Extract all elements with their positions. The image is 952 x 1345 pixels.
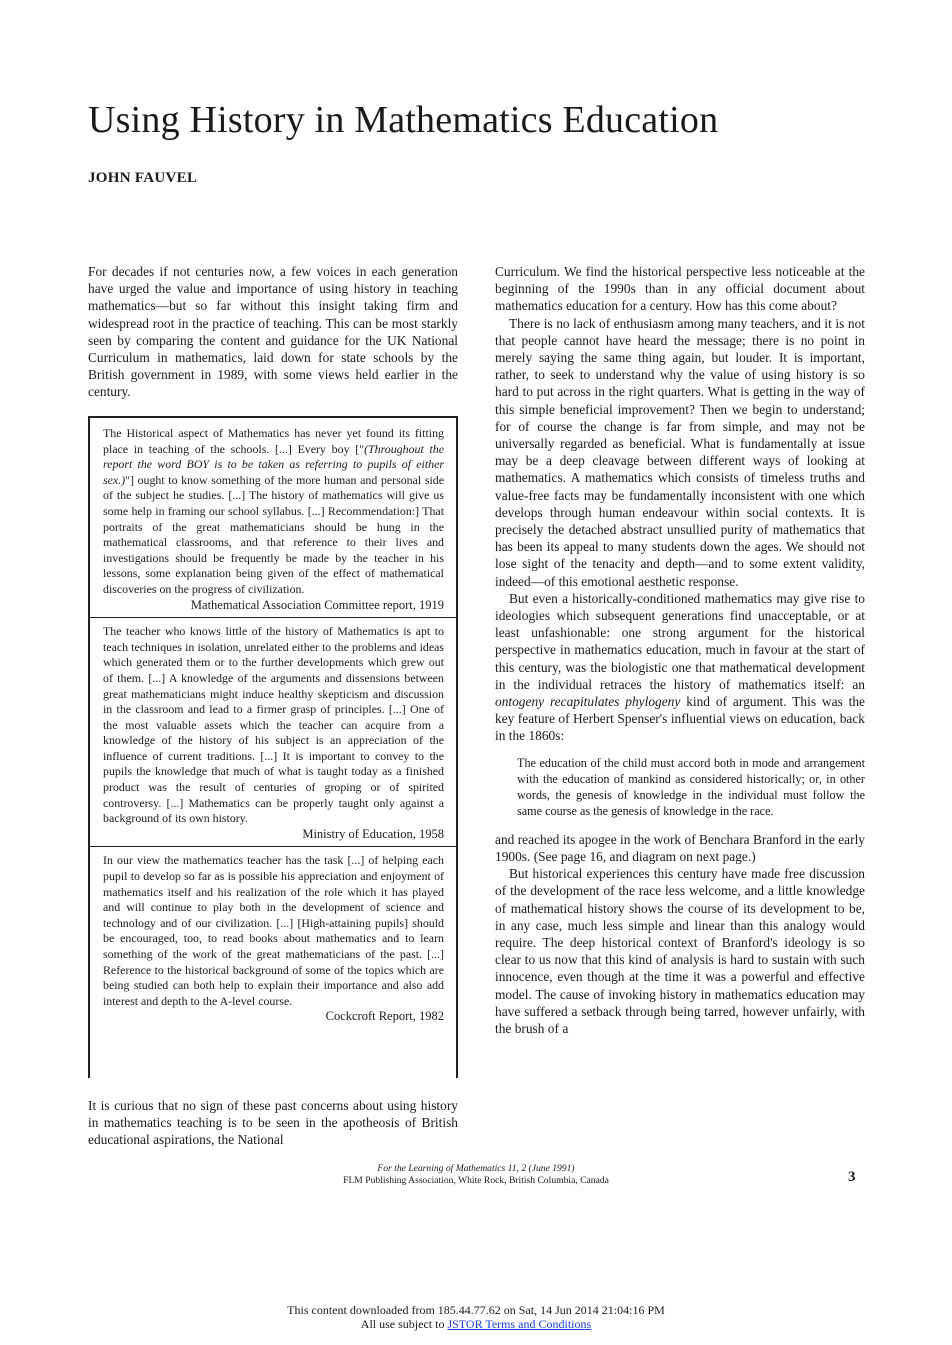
terms-prefix: All use subject to — [360, 1317, 448, 1331]
author-name: JOHN FAUVEL — [88, 170, 198, 186]
box-top-rule — [90, 416, 456, 418]
quote-1982: In our view the mathematics teacher has the task [...] of helping each pupil to develop so far as is possible his appreciation and enjoyment of mathematics itself and his realization of the role which it has played and will continue to play both in the development of science and technology and of our civilization. [...] [High-attaining pupils] should be encouraged, too, to read books about mathematics and to learn something of the work of the great mathematicians of the past. [...] Reference to the historical background of some of the topics which are being studied can both help to explain their importance and also add interest and depth to the A-level course. — [103, 853, 444, 1008]
intro-text: For decades if not centuries now, a few voices in each generation have urged the value and importance of using history in teaching mathematics—but so far without this insight taking firm and widespread root in the practice of teaching. This can be most starkly seen by comparing the content and guidance for the UK National Curriculum in mathematics, laid down for state schools by the British government in 1989, with some views held earlier in the century. — [88, 264, 458, 400]
journal-citation: For the Learning of Mathematics 11, 2 (June 1991) — [377, 1163, 575, 1174]
jstor-notice — [0, 1303, 952, 1331]
quote-1919 — [103, 426, 444, 598]
quote-1958: The teacher who knows little of the history of Mathematics is apt to teach techniques in isolation, unrelated either to the problems and ideas which generated them or to the further developments which grew out of them. [...] A knowledge of the arguments and dissensions between great mathematicians might induce healthy skepticism and discussion in the classroom and lead to a firmer grasp of principles. [...] One of the most valuable assets which the teacher can acquire from a knowledge of the history of his subject is an appreciation of the influence of current traditions. [...] It is important to convey to the pupils the knowledge that much of what is taught today as a finished product was the result of centuries of groping or of spirited controversy. [...] Mathematics can be properly taught only against a background of its own history. — [103, 624, 444, 826]
right-paragraph-3 — [495, 590, 865, 745]
quote-1919-italic: (Throughout the report the word BOY is to be taken as referring to pupils of either sex.) — [103, 441, 444, 487]
download-notice: This content downloaded from 185.44.77.62 on Sat, 14 Jun 2014 21:04:16 PM — [287, 1303, 665, 1317]
right-paragraph-5: But historical experiences this century have made free discussion of the development of the race less welcome, and a little knowledge of mathematical history shows the course of its development to be, in any case, much less simple and linear than this analogy would require. The deep historical context of Branford's ideology is so clear to us now that this kind of analysis is hard to sustain with such innocence, even though at the time it was a powerful and effective model. The cause of invoking history in mathematics education may have suffered a setback through being tarred, however unfairly, with the brush of a — [495, 866, 865, 1036]
jstor-terms-link[interactable]: JSTOR Terms and Conditions — [447, 1317, 592, 1331]
quote-1958-source: Ministry of Education, 1958 — [302, 826, 444, 841]
right-paragraph-3-a: But even a historically-conditioned mathematics may give rise to ideologies which subsequent generations find unacceptable, or at least unfashionable: one strong argument for the historical perspective in mathematics education, much in favour at the start of this century, was the biologistic one that mathematical development in the individual retraces the history of mathematics itself: an — [495, 590, 865, 692]
left-column-closing — [88, 1097, 458, 1149]
box-divider — [90, 846, 456, 847]
page-number: 3 — [848, 1169, 856, 1185]
quotation-box — [88, 416, 458, 1078]
journal-footer — [0, 1163, 952, 1187]
right-paragraph-3-b: kind of argument. This was the key feature of Herbert Spenser's influential views on education, back in the 1860s: — [495, 694, 866, 744]
quote-1919-text-a: The Historical aspect of Mathematics has never yet found its fitting place in teaching of the schools. [...] Every boy [" — [103, 426, 444, 456]
closing-paragraph: It is curious that no sign of these past concerns about using history in mathematics teaching is to be seen in the apotheosis of British educational aspirations, the National — [88, 1098, 458, 1148]
right-paragraph-1: Curriculum. We find the historical perspective less noticeable at the beginning of the 1990s than in any official document about mathematics education for a century. How has this come about? — [495, 264, 865, 314]
publisher-line: FLM Publishing Association, White Rock, British Columbia, Canada — [343, 1175, 609, 1186]
terms-line — [0, 1317, 952, 1331]
quote-1919-text-b: "] ought to know something of the more human and personal side of the subject he studies. [...] The history of mathematics will give us some help in framing our school syllabus. [...] Recommendation:] That portraits of the great mathematicians should be hung in the mathematical classrooms, and that reference to their lives and investigations should be frequently be made by the teacher in his lessons, some explanation being given of the effect of mathematical discoveries on the progress of civilization. — [103, 472, 444, 596]
box-divider — [90, 617, 456, 618]
intro-paragraph — [88, 263, 458, 401]
quote-1982-source: Cockcroft Report, 1982 — [325, 1009, 444, 1024]
right-paragraph-3-italic: ontogeny recapitulates phylogeny — [495, 694, 681, 710]
article-title: Using History in Mathematics Education — [88, 99, 719, 141]
right-paragraph-2: There is no lack of enthusiasm among many teachers, and it is not that people cannot have heard the message; there is no point in merely saying the same thing again, but louder. It is important, rather, to seek to understand why the value of using history is so hard to put across in the right quarters. What is getting in the way of this simple beneficial improvement? Then we begin to understand; for of course the change is far from simple, and may not be universally regarded as beneficial. What is fundamentally at issue may be a deep cleavage between different ways of looking at mathematics. A mathematics which consists of timeless truths and value-free facts may be fundamentally inconsistent with one which develops through human endeavour within social contexts. It is precisely the detached abstract unsullied purity of mathematics that has been its appeal to many students down the ages. We should not lose sight of the tenacity and depth—and to some extent validity, indeed—of this emotional aesthetic response. — [495, 315, 865, 589]
spencer-quote: The education of the child must accord both in mode and arrangement with the education of mankind as considered historically; or, in other words, the genesis of knowledge in the individual must follow the same course as the genesis of knowledge in the race. — [517, 755, 865, 818]
quote-1919-source: Mathematical Association Committee report, 1919 — [190, 597, 444, 612]
right-paragraph-4: and reached its apogee in the work of Benchara Branford in the early 1900s. (See page 16, and diagram on next page.) — [495, 831, 865, 864]
right-column — [495, 263, 865, 1037]
